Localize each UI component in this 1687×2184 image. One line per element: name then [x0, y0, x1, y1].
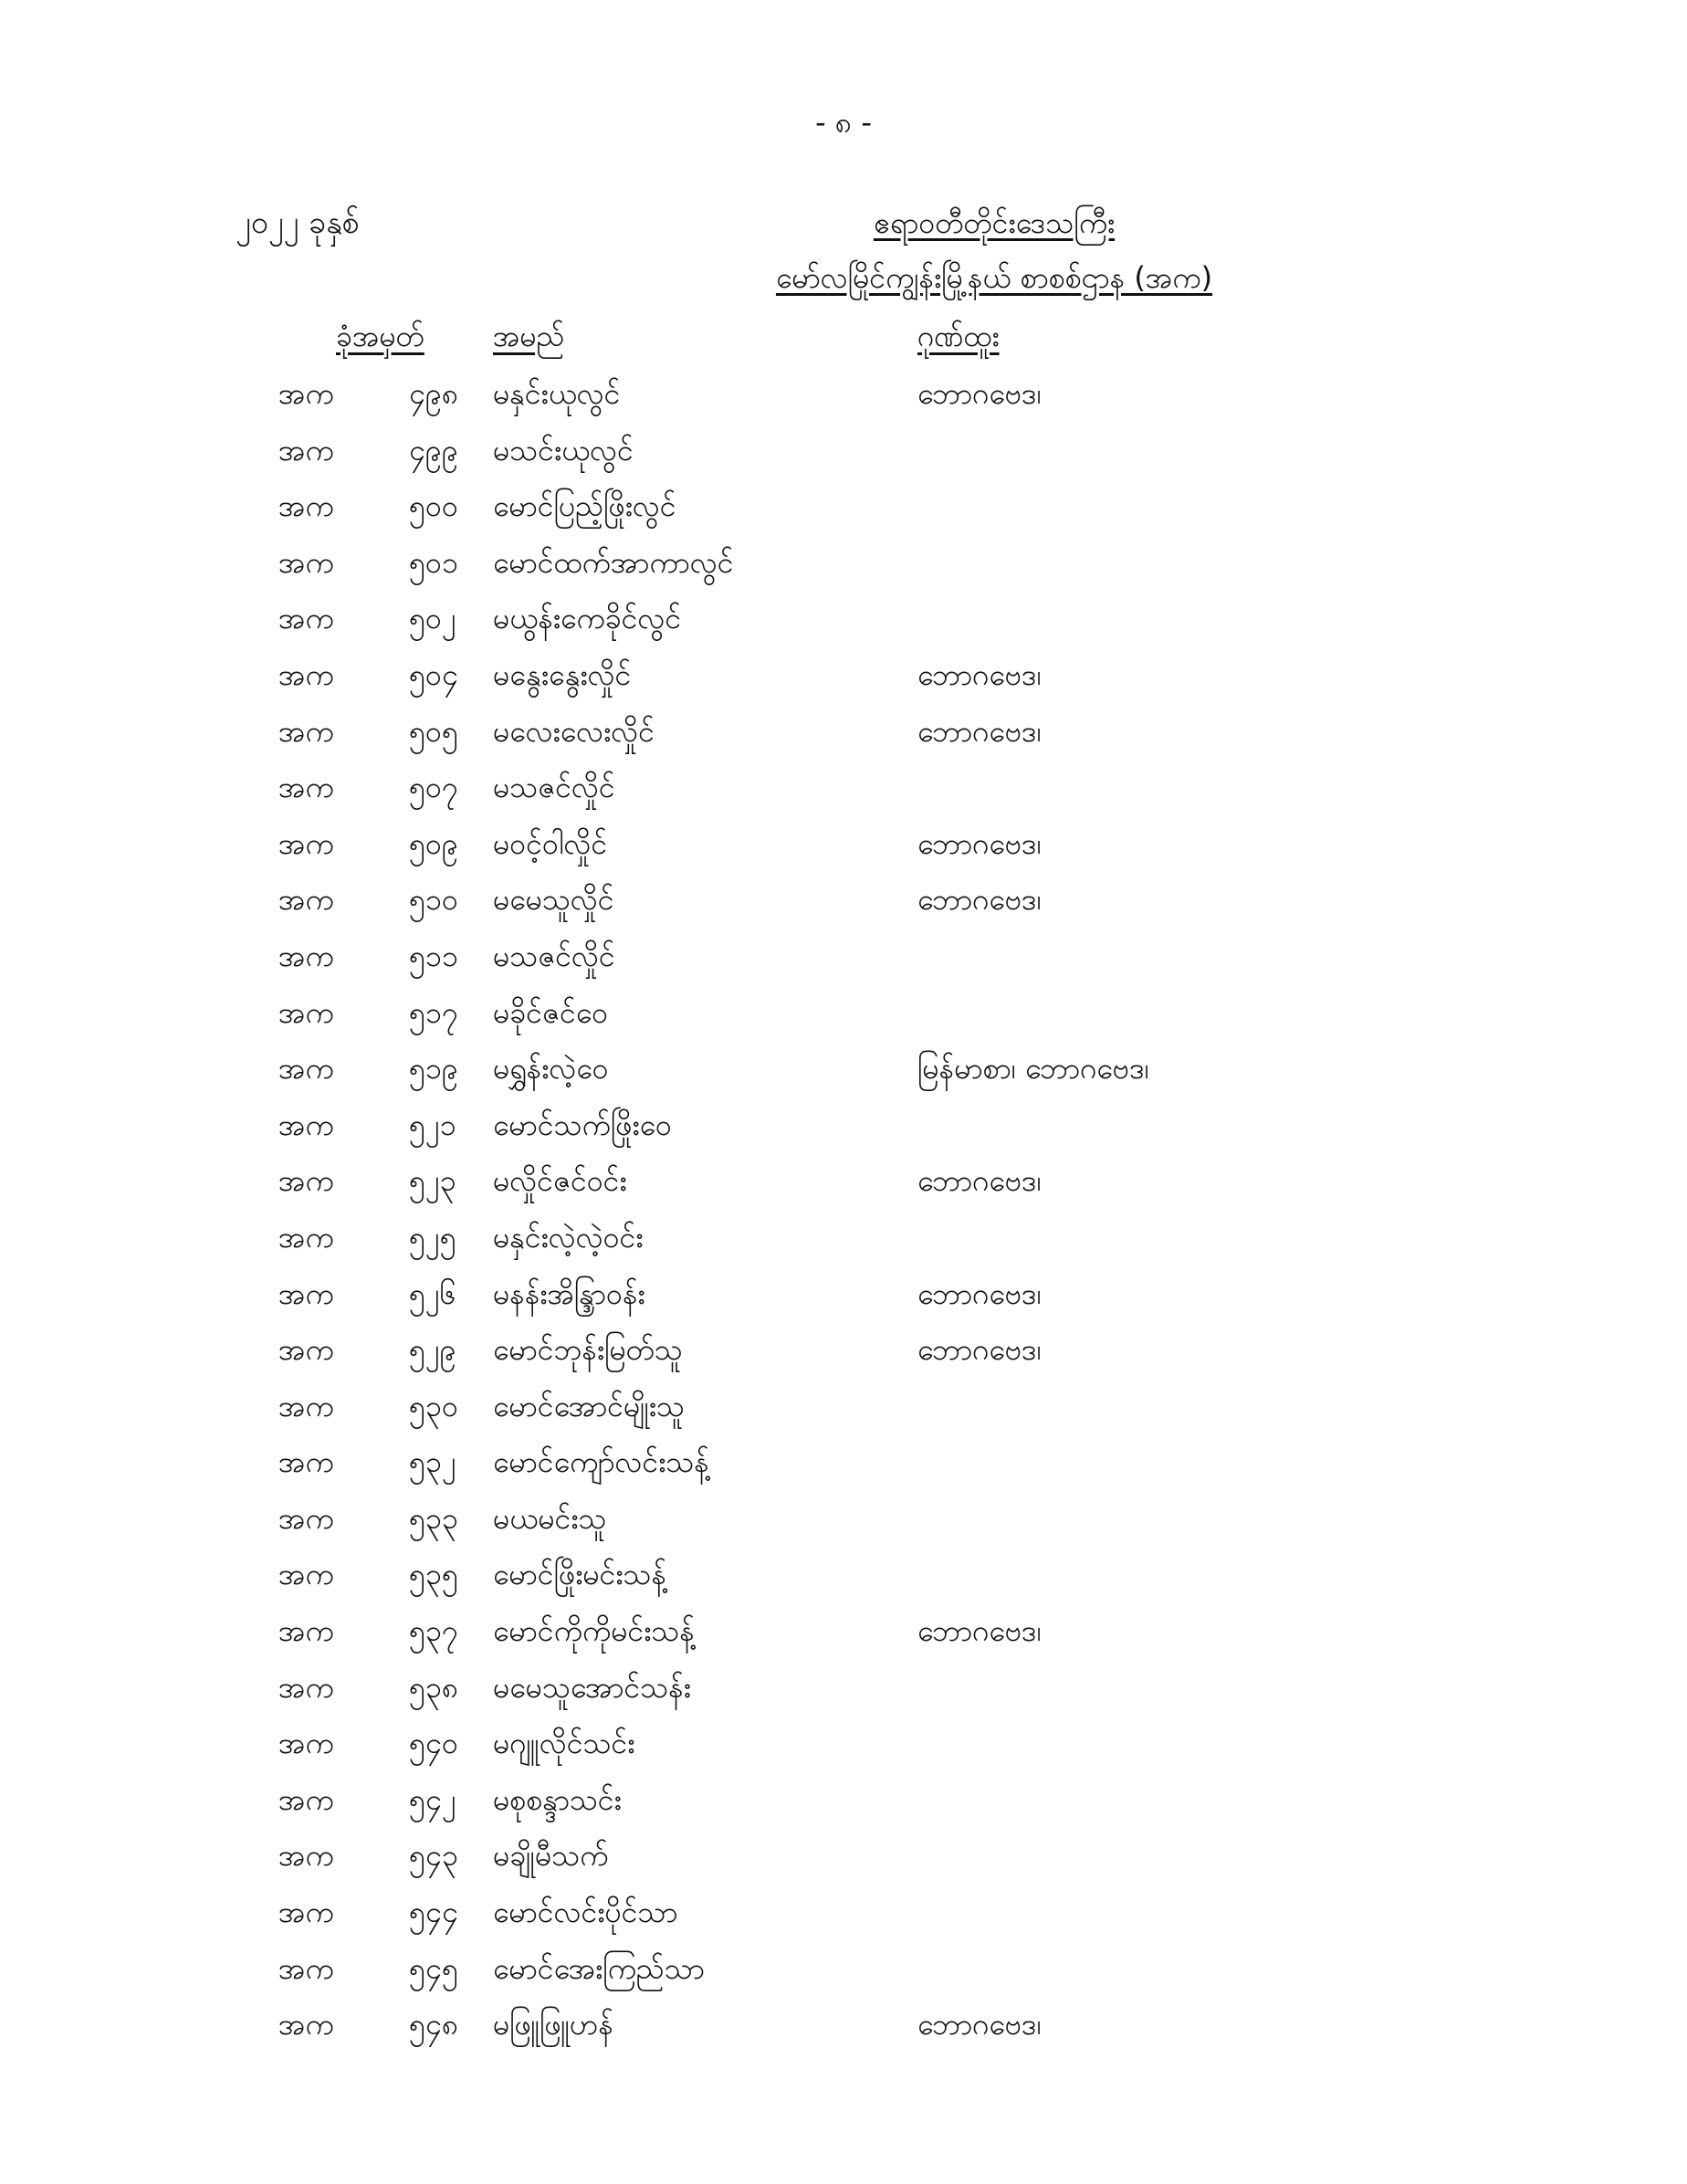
distinction-subjects: ဘောဂဗေဒ၊ [917, 1276, 1042, 1311]
roll-number: ၅၃၃ [409, 1500, 458, 1536]
roll-prefix: အက [278, 1895, 334, 1930]
student-name: မနှင်းလဲ့လဲ့ဝင်း [493, 1219, 644, 1255]
roll-number: ၅၀၇ [409, 770, 458, 805]
list-item [0, 370, 1687, 426]
roll-number: ၅၂၁ [409, 1107, 456, 1142]
list-item [0, 539, 1687, 595]
roll-prefix: အက [278, 882, 334, 918]
distinction-subjects: မြန်မာစာ၊ ဘောဂဗေဒ၊ [917, 1051, 1149, 1087]
roll-number: ၅၄၄ [409, 1895, 458, 1930]
student-name: မယွန်းကေခိုင်လွင် [493, 601, 682, 636]
distinction-subjects: ဘောဂဗေဒ၊ [917, 825, 1042, 861]
roll-number: ၅၄၂ [409, 1781, 456, 1817]
student-name: မောင်ထက်အာကာလွင် [493, 544, 734, 580]
list-item [0, 708, 1687, 764]
list-item [0, 1326, 1687, 1382]
roll-number: ၅၀၂ [409, 601, 456, 636]
roll-prefix: အက [278, 1051, 334, 1087]
list-item [0, 1157, 1687, 1213]
student-name: မောင်သက်ဖြိုးဝေ [493, 1107, 672, 1142]
list-item [0, 763, 1687, 820]
student-name: မယမင်းသူ [493, 1500, 607, 1536]
student-name: မမေသူလှိုင် [493, 882, 614, 918]
roll-prefix: အက [278, 1613, 334, 1649]
roll-prefix: အက [278, 994, 334, 1030]
student-name: မောင်ကိုကိုမင်းသန့် [493, 1613, 695, 1649]
roll-number: ၅၃၀ [409, 1388, 458, 1423]
student-name: မနွေးနွေးလှိုင် [493, 656, 632, 692]
student-name: မမေသူအောင်သန်း [493, 1669, 691, 1705]
list-item [0, 1438, 1687, 1495]
list-item [0, 1270, 1687, 1327]
page-number: - ၈ - [815, 105, 872, 140]
list-item [0, 1776, 1687, 1832]
roll-number: ၅၀၉ [409, 825, 458, 861]
list-item [0, 1101, 1687, 1158]
student-name: မောင်အေးကြည်သာ [493, 1950, 705, 1986]
roll-prefix: အက [278, 656, 334, 692]
student-name: မောင်လင်းပိုင်သာ [493, 1895, 678, 1930]
student-name: မောင်ဘုန်းမြတ်သူ [493, 1332, 683, 1368]
list-item [0, 2000, 1687, 2057]
student-name: မစုစန္ဒာသင်း [493, 1781, 622, 1817]
exam-year: ၂၀၂၂ ခုနှစ် [236, 205, 360, 241]
student-name: မောင်ပြည့်ဖြိုးလွင် [493, 488, 676, 524]
student-name: မလှိုင်ဇင်ဝင်း [493, 1163, 627, 1199]
student-name: မနှင်းယုလွင် [493, 376, 621, 411]
list-item [0, 876, 1687, 932]
list-title [151, 257, 1687, 298]
roll-prefix: အက [278, 1276, 334, 1311]
list-item [0, 1607, 1687, 1664]
roll-number: ၅၀၀ [409, 488, 458, 524]
roll-number: ၄၉၈ [409, 376, 459, 411]
roll-number: ၅၂၆ [409, 1276, 456, 1311]
roll-number: ၅၃၈ [409, 1669, 459, 1705]
distinction-subjects: ဘောဂဗေဒ၊ [917, 1613, 1042, 1649]
list-item [0, 1664, 1687, 1720]
roll-prefix: အက [278, 1950, 334, 1986]
roll-prefix: အက [278, 601, 334, 636]
student-name: မောင်ကျော်လင်းသန့် [493, 1444, 709, 1480]
roll-number: ၅၃၅ [409, 1557, 458, 1592]
list-item [0, 1945, 1687, 2001]
roll-number: ၄၉၉ [409, 432, 458, 467]
roll-prefix: အက [278, 1838, 334, 1874]
list-item [0, 932, 1687, 989]
header-name: အမည် [493, 319, 565, 353]
student-name: မသင်းယုလွင် [493, 432, 634, 467]
student-name: မချိုမီသက် [493, 1838, 609, 1874]
list-item [0, 1550, 1687, 1607]
roll-prefix: အက [278, 1557, 334, 1592]
list-item [0, 651, 1687, 708]
list-item [0, 1888, 1687, 1945]
distinction-subjects: ဘောဂဗေဒ၊ [917, 1163, 1042, 1199]
student-name: မဂျူလိုင်သင်း [493, 1726, 635, 1761]
header-roll-number: ခုံအမှတ် [336, 319, 424, 353]
student-name: မသဇင်လှိုင် [493, 938, 615, 973]
list-item [0, 426, 1687, 483]
student-name: မဖြူဖြူဟန် [493, 2007, 613, 2042]
roll-number: ၅၂၉ [409, 1332, 456, 1368]
roll-prefix: အက [278, 1332, 334, 1368]
roll-prefix: အက [278, 432, 334, 467]
results-list [0, 370, 1687, 2057]
roll-prefix: အက [278, 1107, 334, 1142]
student-name: မသဇင်လှိုင် [493, 770, 615, 805]
roll-number: ၅၄၅ [409, 1950, 458, 1986]
roll-number: ၅၀၄ [409, 656, 458, 692]
roll-number: ၅၁၇ [409, 994, 458, 1030]
roll-prefix: အက [278, 770, 334, 805]
roll-number: ၅၁၉ [409, 1051, 458, 1087]
roll-prefix: အက [278, 1500, 334, 1536]
roll-prefix: အက [278, 1219, 334, 1255]
header-distinction: ဂုဏ်ထူး [917, 319, 1000, 353]
list-item [0, 1213, 1687, 1270]
student-name: မဝင့်ဝါလှိုင် [493, 825, 608, 861]
list-item [0, 594, 1687, 651]
roll-number: ၅၃၇ [409, 1613, 458, 1649]
roll-number: ၅၄၀ [409, 1726, 458, 1761]
student-name: မောင်အောင်မျိုးသူ [493, 1388, 685, 1423]
student-name: မောင်ဖြိုးမင်းသန့် [493, 1557, 666, 1592]
list-item [0, 820, 1687, 877]
roll-number: ၅၁၁ [409, 938, 458, 973]
roll-prefix: အက [278, 825, 334, 861]
roll-prefix: အက [278, 2007, 334, 2042]
list-item [0, 1719, 1687, 1776]
roll-prefix: အက [278, 1781, 334, 1817]
list-item [0, 1045, 1687, 1101]
region-title [151, 203, 1687, 243]
student-name: မခိုင်ဇင်ဝေ [493, 994, 609, 1030]
roll-prefix: အက [278, 376, 334, 411]
roll-number: ၅၂၃ [409, 1163, 456, 1199]
roll-number: ၅၀၁ [409, 544, 458, 580]
roll-prefix: အက [278, 1163, 334, 1199]
distinction-subjects: ဘောဂဗေဒ၊ [917, 2007, 1042, 2042]
list-item [0, 989, 1687, 1045]
roll-number: ၅၄၈ [409, 2007, 459, 2042]
distinction-subjects: ဘောဂဗေဒ၊ [917, 1332, 1042, 1368]
distinction-subjects: ဘောဂဗေဒ၊ [917, 713, 1042, 749]
roll-number: ၅၂၅ [409, 1219, 456, 1255]
distinction-subjects: ဘောဂဗေဒ၊ [917, 656, 1042, 692]
roll-prefix: အက [278, 1388, 334, 1423]
roll-number: ၅၀၅ [409, 713, 458, 749]
student-name: မရွှန်းလဲ့ဝေ [493, 1051, 609, 1087]
list-item [0, 1495, 1687, 1551]
region-title-text: ဧရာဝတီတိုင်းဒေသကြီး [873, 205, 1116, 240]
roll-prefix: အက [278, 1726, 334, 1761]
list-item [0, 1832, 1687, 1888]
roll-prefix: အက [278, 488, 334, 524]
list-title-text: မော်လမြိုင်ကျွန်းမြို့နယ် စာစစ်ဌာန (အက) [775, 260, 1213, 295]
roll-prefix: အက [278, 938, 334, 973]
roll-prefix: အက [278, 1669, 334, 1705]
roll-prefix: အက [278, 544, 334, 580]
roll-prefix: အက [278, 713, 334, 749]
roll-number: ၅၄၃ [409, 1838, 458, 1874]
list-item [0, 1382, 1687, 1439]
student-name: မနန်းအိန္ဒြာဝန်း [493, 1276, 645, 1311]
distinction-subjects: ဘောဂဗေဒ၊ [917, 376, 1042, 411]
student-name: မလေးလေးလှိုင် [493, 713, 655, 749]
distinction-subjects: ဘောဂဗေဒ၊ [917, 882, 1042, 918]
roll-prefix: အက [278, 1444, 334, 1480]
roll-number: ၅၁၀ [409, 882, 458, 918]
roll-number: ၅၃၂ [409, 1444, 456, 1480]
list-item [0, 482, 1687, 539]
